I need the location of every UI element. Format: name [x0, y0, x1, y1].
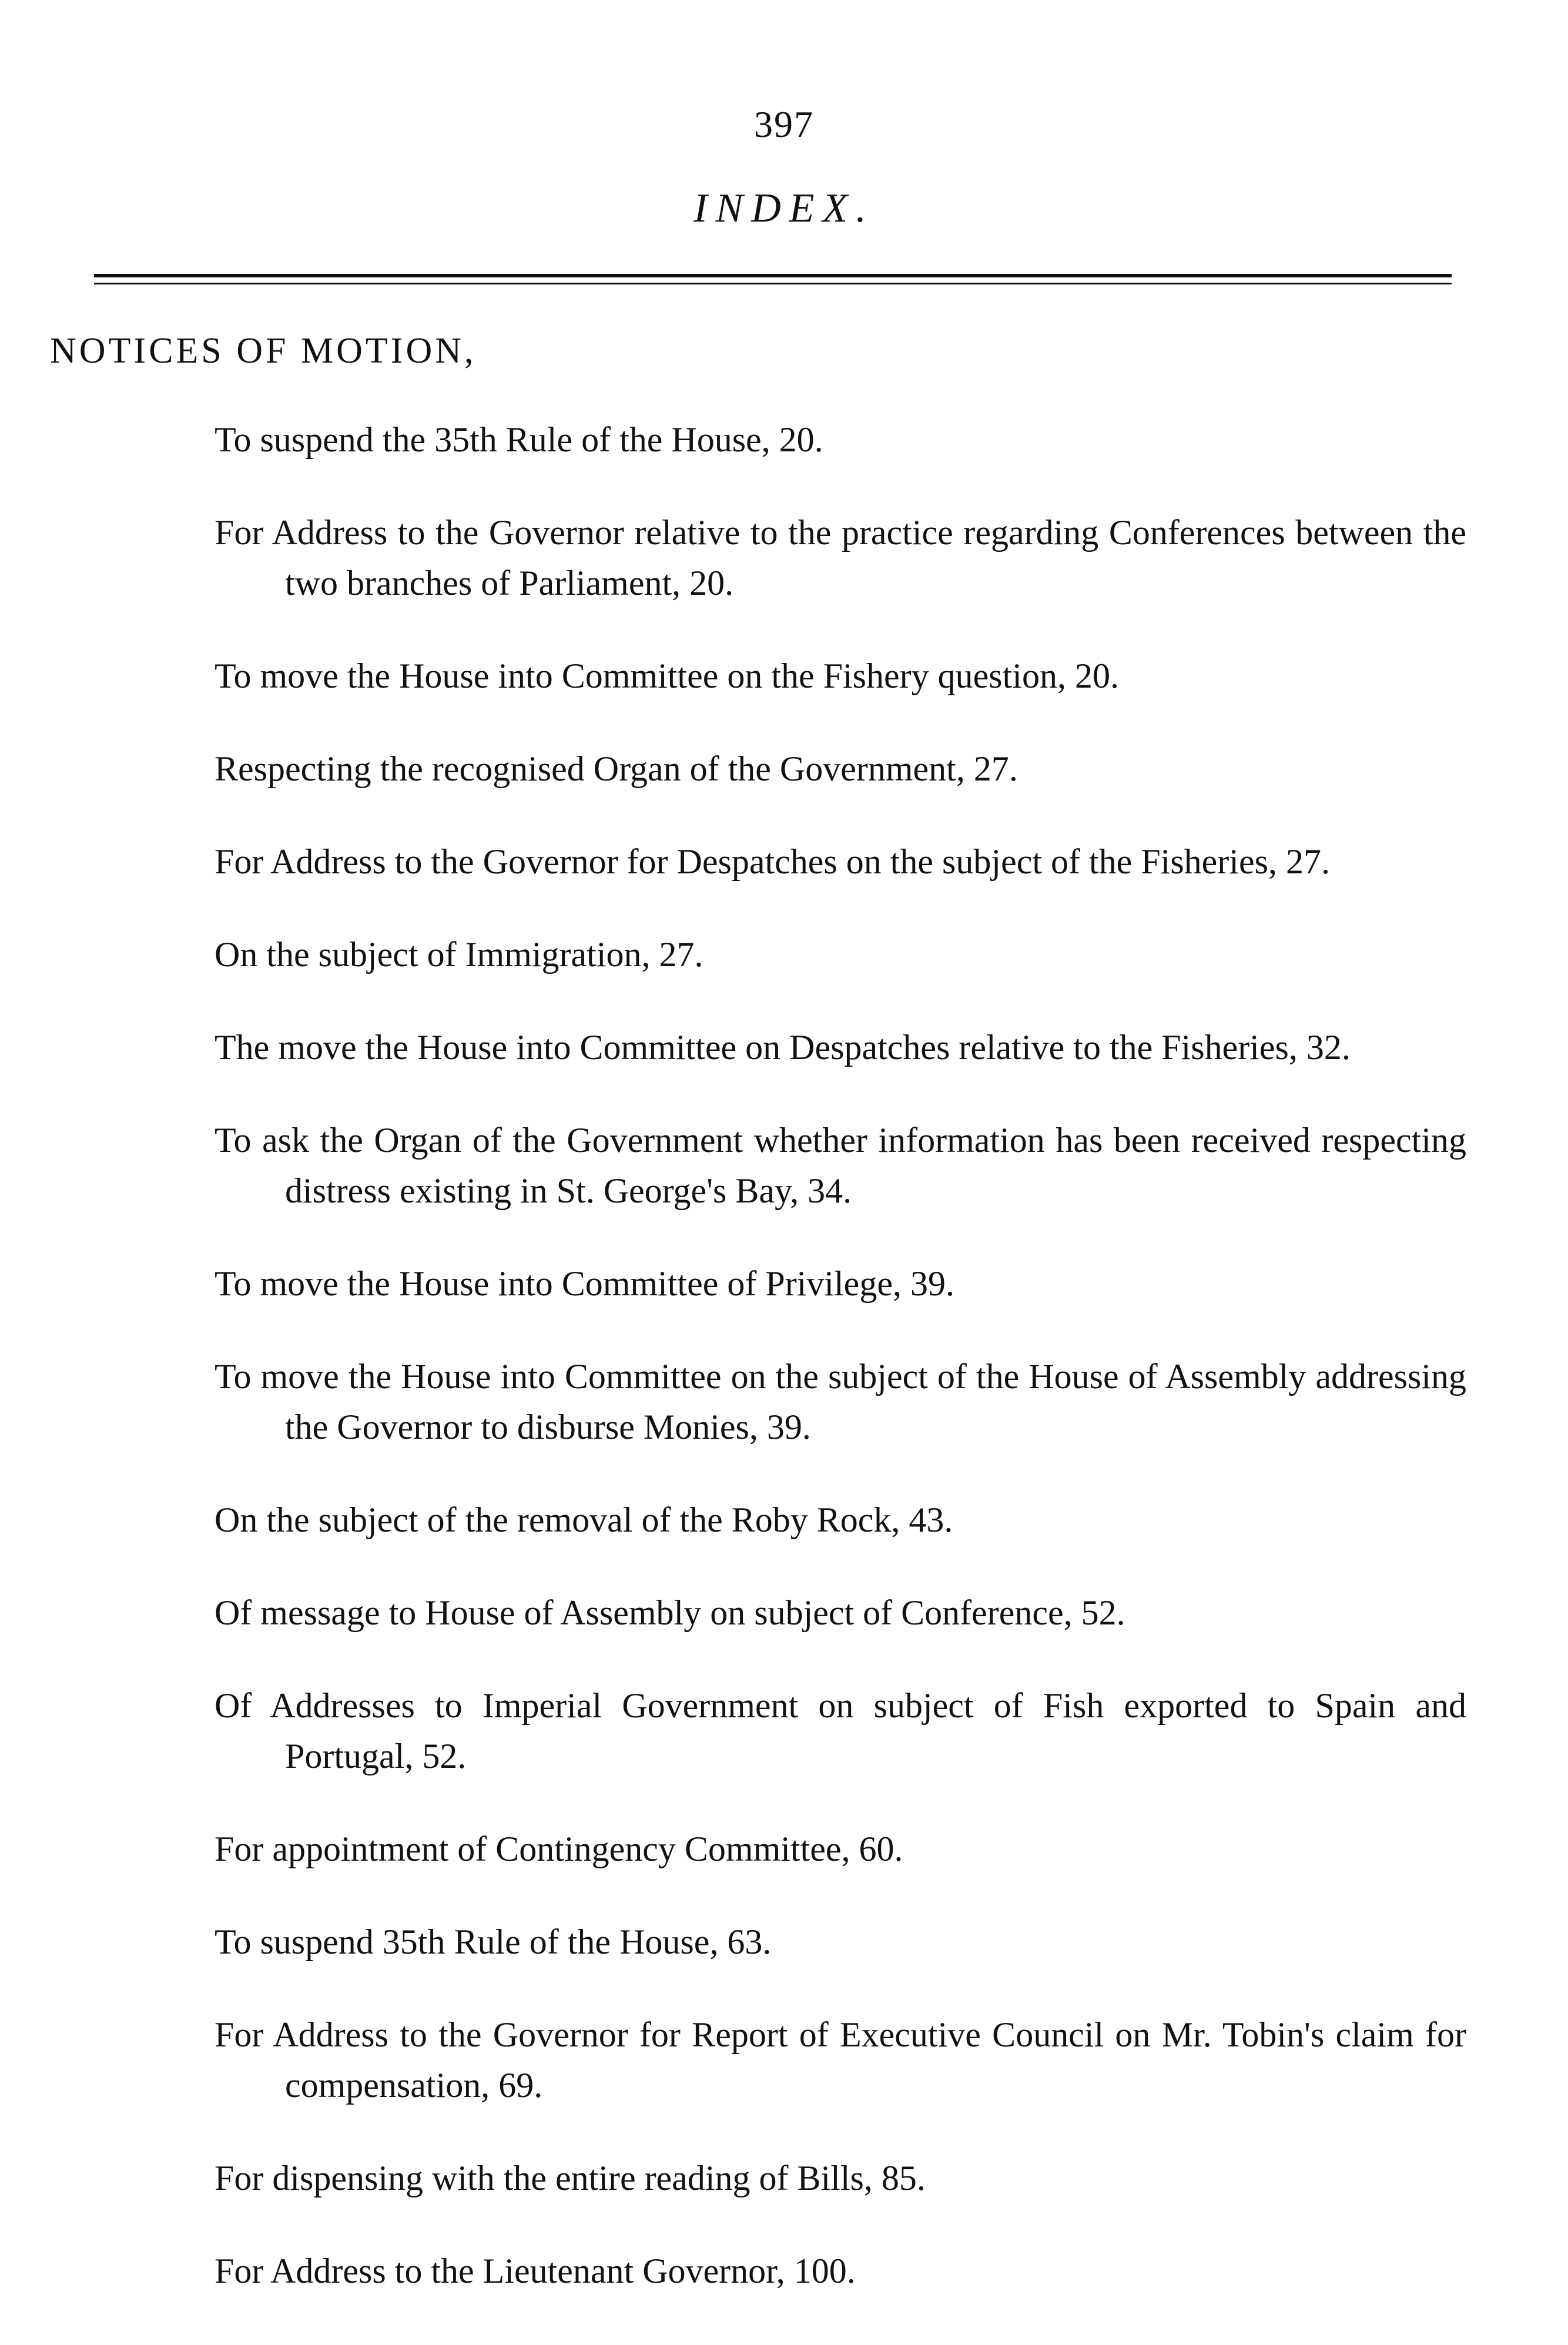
index-entry: For appointment of Contingency Committee, 60.: [215, 1830, 903, 1868]
index-entry: Of message to House of Assembly on subject of Conference, 52.: [215, 1593, 1125, 1632]
index-entry: For dispensing with the entire reading of Bills, 85.: [215, 2159, 926, 2197]
index-entry: To move the House into Committee of Privilege, 39.: [215, 1264, 954, 1303]
title-rule-thick: [94, 274, 1452, 277]
index-entry: On the subject of the removal of the Roby Rock, 43.: [215, 1500, 953, 1539]
index-entry: To move the House into Committee on the Fishery question, 20.: [215, 656, 1119, 695]
index-entry: To suspend 35th Rule of the House, 63.: [215, 1922, 772, 1961]
index-entry: The move the House into Committee on Despatches relative to the Fisheries, 32.: [215, 1028, 1351, 1067]
title-rule-thin: [94, 283, 1452, 284]
index-entry: To suspend the 35th Rule of the House, 20.: [215, 420, 823, 459]
index-entry: Of Addresses to Imperial Government on subject of Fish exported to Spain and Portugal, 52.: [215, 1686, 1466, 1776]
index-entry: To ask the Organ of the Government whether information has been received respecting distress existing in St. George's Bay, 34.: [215, 1121, 1466, 1210]
page-number: 397: [754, 103, 814, 145]
index-entry: For Address to the Governor relative to the practice regarding Conferences between the two branches of Parliament, 20.: [215, 513, 1466, 602]
page-title: INDEX.: [693, 186, 875, 231]
section-heading: NOTICES OF MOTION,: [50, 331, 477, 371]
index-entry: To move the House into Committee on the subject of the House of Assembly addressing the Governor to disburse Monies, 39.: [215, 1357, 1466, 1446]
index-entry: Respecting the recognised Organ of the Government, 27.: [215, 749, 1018, 788]
index-entry: For Address to the Governor for Despatches on the subject of the Fisheries, 27.: [215, 842, 1330, 881]
index-entry: For Address to the Lieutenant Governor, 100.: [215, 2252, 856, 2290]
index-entry: For Address to the Governor for Report of Executive Council on Mr. Tobin's claim for compensation, 69.: [215, 2015, 1466, 2105]
index-entry: On the subject of Immigration, 27.: [215, 935, 703, 974]
index-entry-list: [215, 414, 1466, 2339]
